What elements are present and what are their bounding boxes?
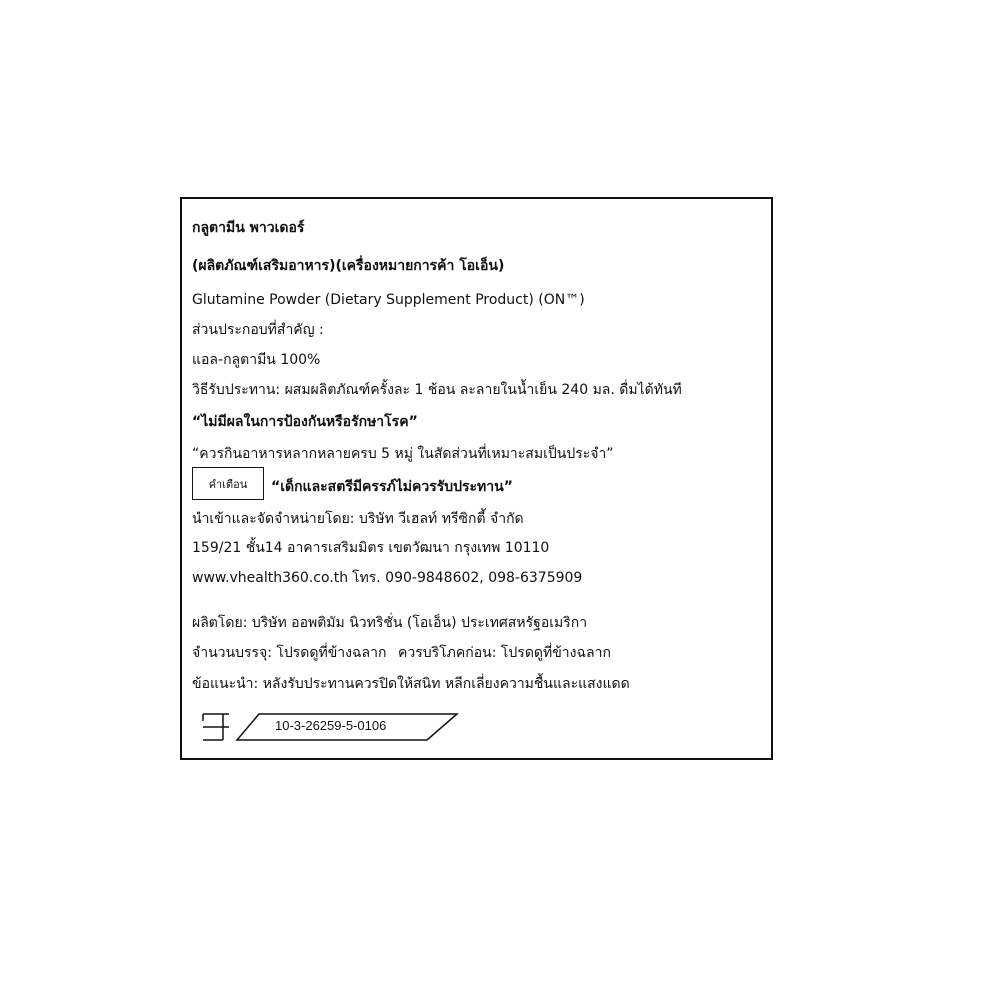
usage-instructions: วิธีรับประทาน: ผสมผลิตภัณฑ์ครั้งละ 1 ช้อน ละลายในน้ำเย็น 240 มล. ดื่มได้ทันที xyxy=(192,382,682,398)
product-category-thai: (ผลิตภัณฑ์เสริมอาหาร)(เครื่องหมายการค้า โอเอ็น) xyxy=(192,258,505,274)
product-name-thai: กลูตามีน พาวเดอร์ xyxy=(192,220,305,236)
diet-advice: “ควรกินอาหารหลากหลายครบ 5 หมู่ ในสัดส่วนที่เหมาะสมเป็นประจำ” xyxy=(192,446,614,462)
manufacturer: ผลิตโดย: บริษัท ออพติมัม นิวทริชั่น (โอเอ็น) ประเทศสหรัฐอเมริกา xyxy=(192,615,588,631)
address: 159/21 ชั้น14 อาคารเสริมมิตร เขตวัฒนา กรุงเทพ 10110 xyxy=(192,540,550,556)
ingredients-title: ส่วนประกอบที่สำคัญ : xyxy=(192,322,324,338)
ingredients-value: แอล-กลูตามีน 100% xyxy=(192,352,321,368)
net-content: จำนวนบรรจุ: โปรดดูที่ข้างฉลาก xyxy=(192,645,387,661)
importer: นำเข้าและจัดจำหน่ายโดย: บริษัท วีเฮลท์ ทรีซิกตี้ จำกัด xyxy=(192,511,524,527)
product-name-english: Glutamine Powder (Dietary Supplement Product) (ON™) xyxy=(192,292,585,308)
website: www.vhealth360.co.th xyxy=(192,570,349,586)
best-before: ควรบริโภคก่อน: โปรดดูที่ข้างฉลาก xyxy=(398,645,611,661)
disclaimer: “ไม่มีผลในการป้องกันหรือรักษาโรค” xyxy=(192,414,418,430)
warning-label: คำเตือน xyxy=(208,477,248,491)
registration-number: 10-3-26259-5-0106 xyxy=(275,718,387,733)
phone: โทร. 090-9848602, 098-6375909 xyxy=(352,570,583,586)
warning-text: “เด็กและสตรีมีครรภ์ไม่ควรรับประทาน” xyxy=(271,479,513,495)
storage-advice: ข้อแนะนำ: หลังรับประทานควรปิดให้สนิท หลีกเลี่ยงความชื้นและแสงแดด xyxy=(192,676,630,692)
fda-registration-mark xyxy=(199,711,461,743)
warning-label-box xyxy=(192,467,264,500)
